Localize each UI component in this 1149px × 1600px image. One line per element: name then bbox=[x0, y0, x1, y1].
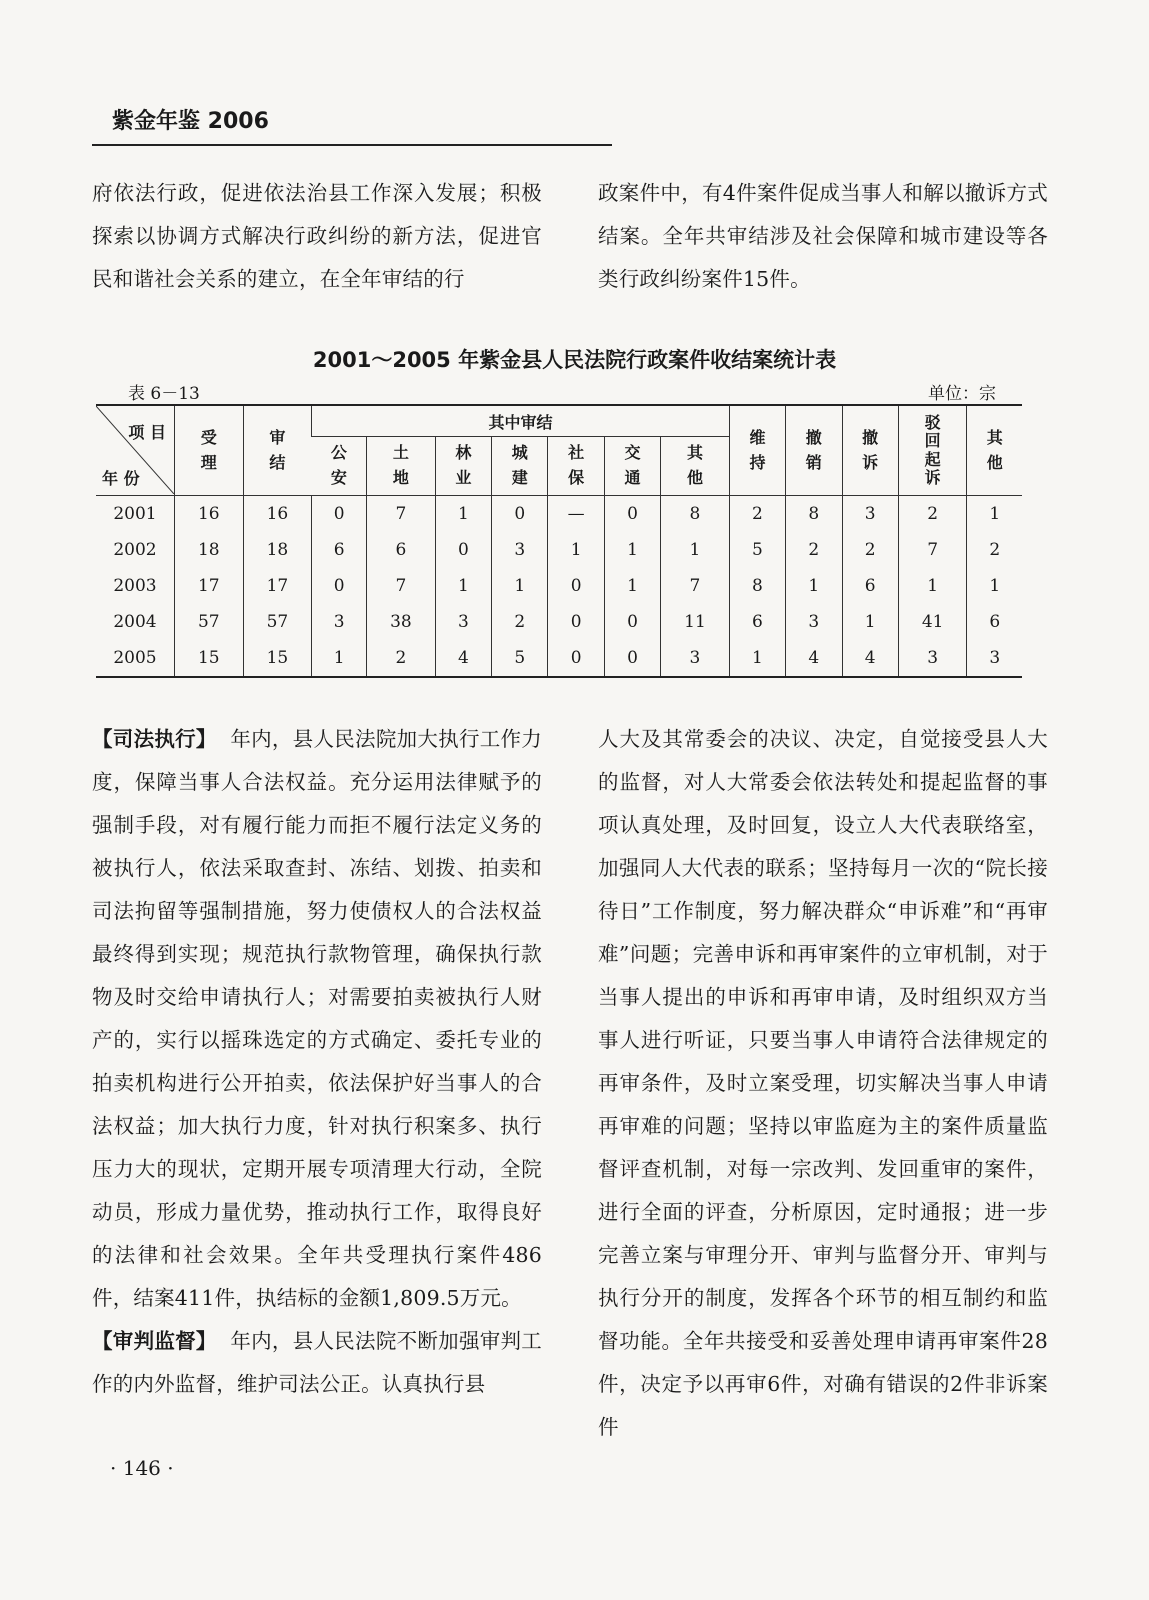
table-cell: 0 bbox=[435, 532, 491, 568]
table-title: 2001～2005 年紫金县人民法院行政案件收结案统计表 bbox=[312, 348, 837, 372]
table-cell: 15 bbox=[243, 640, 312, 677]
header-subcol: 城建 bbox=[492, 437, 548, 496]
table-cell: 7 bbox=[367, 568, 436, 604]
table-cell: 0 bbox=[604, 604, 660, 640]
table-cell: 6 bbox=[729, 604, 785, 640]
table-cell: 8 bbox=[661, 496, 730, 533]
header-tail: 撤诉 bbox=[842, 405, 898, 496]
table-number: 表 6－13 bbox=[128, 384, 200, 404]
table-cell: 0 bbox=[312, 568, 367, 604]
section-tag: 【司法执行】 bbox=[92, 727, 217, 751]
header-group: 其中审结 bbox=[312, 405, 730, 437]
table-cell: 1 bbox=[492, 568, 548, 604]
header-subcol: 其他 bbox=[661, 437, 730, 496]
table-cell: 0 bbox=[548, 568, 604, 604]
table-cell: 0 bbox=[548, 640, 604, 677]
header-tail: 其他 bbox=[967, 405, 1022, 496]
table-cell: 1 bbox=[548, 532, 604, 568]
table-cell: 2 bbox=[367, 640, 436, 677]
table-cell: 7 bbox=[898, 532, 967, 568]
header-tail: 撤销 bbox=[786, 405, 842, 496]
header-subcol: 社保 bbox=[548, 437, 604, 496]
table-row bbox=[96, 640, 1022, 677]
table-cell: 57 bbox=[243, 604, 312, 640]
table-cell: 1 bbox=[729, 640, 785, 677]
table-cell: 1 bbox=[967, 568, 1022, 604]
table-cell: 5 bbox=[729, 532, 785, 568]
table-cell: 8 bbox=[786, 496, 842, 533]
table-row bbox=[96, 532, 1022, 568]
table-body bbox=[96, 496, 1022, 678]
table-cell: 3 bbox=[435, 604, 491, 640]
table-cell: 16 bbox=[243, 496, 312, 533]
table-cell: 0 bbox=[548, 604, 604, 640]
table-cell: 41 bbox=[898, 604, 967, 640]
table-cell: 1 bbox=[786, 568, 842, 604]
table-cell: 4 bbox=[786, 640, 842, 677]
table-cell: 1 bbox=[435, 568, 491, 604]
table-cell: 0 bbox=[604, 640, 660, 677]
table-cell: 3 bbox=[312, 604, 367, 640]
header-rule bbox=[92, 144, 612, 146]
table-cell: 1 bbox=[661, 532, 730, 568]
table-cell: 3 bbox=[967, 640, 1022, 677]
paragraph-top-right: 政案件中，有4件案件促成当事人和解以撤诉方式结案。全年共审结涉及社会保障和城市建设等各类行政纠纷案件15件。 bbox=[598, 181, 1048, 291]
table-cell: 2 bbox=[967, 532, 1022, 568]
table-cell: 2 bbox=[842, 532, 898, 568]
header-subcol: 公安 bbox=[312, 437, 367, 496]
table-cell: 6 bbox=[967, 604, 1022, 640]
table-cell: 4 bbox=[435, 640, 491, 677]
table-cell: 15 bbox=[175, 640, 244, 677]
header-subcol: 林业 bbox=[435, 437, 491, 496]
table-row bbox=[96, 496, 1022, 533]
header-conclude: 审结 bbox=[243, 405, 312, 496]
section-text: 年内，县人民法院加大执行工作力度，保障当事人合法权益。充分运用法律赋予的强制手段，对有履行能力而拒不履行法定义务的被执行人，依法采取查封、冻结、划拨、拍卖和司法拘留等强制措施，努力使债权人的合法权益最终得到实现；规范执行款物管理，确保执行款物及时交给申请执行人；对需要拍卖被执行人财产的，实行以摇珠选定的方式确定、委托专业的拍卖机构进行公开拍卖，依法保护好当事人的合法权益；加大执行力度，针对执行积案多、执行压力大的现状，定期开展专项清理大行动，全院动员，形成力量优势，推动执行工作，取得良好的法律和社会效果。全年共受理执行案件486件，结案411件，执结标的金额1,809.5万元。 bbox=[92, 727, 543, 1310]
table-cell: 0 bbox=[492, 496, 548, 533]
table-cell: 38 bbox=[367, 604, 436, 640]
header-subcol: 交通 bbox=[604, 437, 660, 496]
header-tail: 维持 bbox=[729, 405, 785, 496]
table-cell: 57 bbox=[175, 604, 244, 640]
table-cell: 18 bbox=[175, 532, 244, 568]
header-year: 年 份 bbox=[102, 469, 140, 488]
running-header: 紫金年鉴 2006 bbox=[112, 109, 269, 134]
table-cell: 3 bbox=[786, 604, 842, 640]
table-row bbox=[96, 568, 1022, 604]
table-cell: — bbox=[548, 496, 604, 533]
table-cell: 3 bbox=[661, 640, 730, 677]
header-item: 项 目 bbox=[128, 423, 166, 442]
year-cell: 2005 bbox=[113, 648, 157, 668]
table-cell: 3 bbox=[492, 532, 548, 568]
table-unit: 单位：宗 bbox=[928, 384, 996, 404]
table-cell: 2 bbox=[492, 604, 548, 640]
diagonal-header-cell bbox=[96, 405, 175, 496]
year-cell: 2004 bbox=[113, 612, 157, 632]
table-cell: 18 bbox=[243, 532, 312, 568]
table-cell: 0 bbox=[604, 496, 660, 533]
table-cell: 17 bbox=[243, 568, 312, 604]
year-cell: 2001 bbox=[113, 504, 157, 524]
table-cell: 4 bbox=[842, 640, 898, 677]
table-cell: 1 bbox=[604, 532, 660, 568]
table-cell: 1 bbox=[604, 568, 660, 604]
section-text: 年内，县人民法院不断加强审判工作的内外监督，维护司法公正。认真执行县 bbox=[92, 1329, 543, 1396]
header-accept: 受理 bbox=[175, 405, 244, 496]
table-cell: 7 bbox=[661, 568, 730, 604]
table-cell: 1 bbox=[967, 496, 1022, 533]
table-cell: 6 bbox=[312, 532, 367, 568]
column-left bbox=[92, 718, 542, 1406]
table-cell: 3 bbox=[842, 496, 898, 533]
table-cell: 17 bbox=[175, 568, 244, 604]
table-cell: 2 bbox=[729, 496, 785, 533]
table-cell: 1 bbox=[435, 496, 491, 533]
table-cell: 6 bbox=[367, 532, 436, 568]
header-tail: 驳回起诉 bbox=[898, 405, 967, 496]
table-cell: 1 bbox=[898, 568, 967, 604]
column-right: 人大及其常委会的决议、决定，自觉接受县人大的监督，对人大常委会依法转处和提起监督的事项认真处理，及时回复，设立人大代表联络室，加强同人大代表的联系；坚持每月一次的“院长接待日”工作制度，努力解决群众“申诉难”和“再审难”问题；完善申诉和再审案件的立审机制，对于当事人提出的申诉和再审申请，及时组织双方当事人进行听证，只要当事人申请符合法律规定的再审条件，及时立案受理，切实解决当事人申请再审难的问题；坚持以审监庭为主的案件质量监督评查机制，对每一宗改判、发回重审的案件，进行全面的评查，分析原因，定时通报；进一步完善立案与审理分开、审判与监督分开、审判与执行分开的制度，发挥各个环节的相互制约和监督功能。全年共接受和妥善处理申请再审案件28件，决定予以再审6件，对确有错误的2件非诉案件 bbox=[598, 727, 1048, 1439]
table-cell: 1 bbox=[312, 640, 367, 677]
table-cell: 5 bbox=[492, 640, 548, 677]
table-cell: 8 bbox=[729, 568, 785, 604]
table-cell: 2 bbox=[898, 496, 967, 533]
table-cell: 0 bbox=[312, 496, 367, 533]
year-cell: 2003 bbox=[113, 576, 157, 596]
table-row bbox=[96, 604, 1022, 640]
table-cell: 3 bbox=[898, 640, 967, 677]
page-number: · 146 · bbox=[110, 1456, 174, 1480]
table-cell: 11 bbox=[661, 604, 730, 640]
table-cell: 1 bbox=[842, 604, 898, 640]
section-tag: 【审判监督】 bbox=[92, 1329, 217, 1353]
header-subcol: 土地 bbox=[367, 437, 436, 496]
paragraph-top-left: 府依法行政，促进依法治县工作深入发展；积极探索以协调方式解决行政纠纷的新方法，促进官民和谐社会关系的建立，在全年审结的行 bbox=[92, 181, 542, 291]
table-cell: 6 bbox=[842, 568, 898, 604]
table-cell: 16 bbox=[175, 496, 244, 533]
statistics-table bbox=[96, 404, 1022, 678]
year-cell: 2002 bbox=[113, 540, 157, 560]
table-cell: 2 bbox=[786, 532, 842, 568]
table-cell: 7 bbox=[367, 496, 436, 533]
